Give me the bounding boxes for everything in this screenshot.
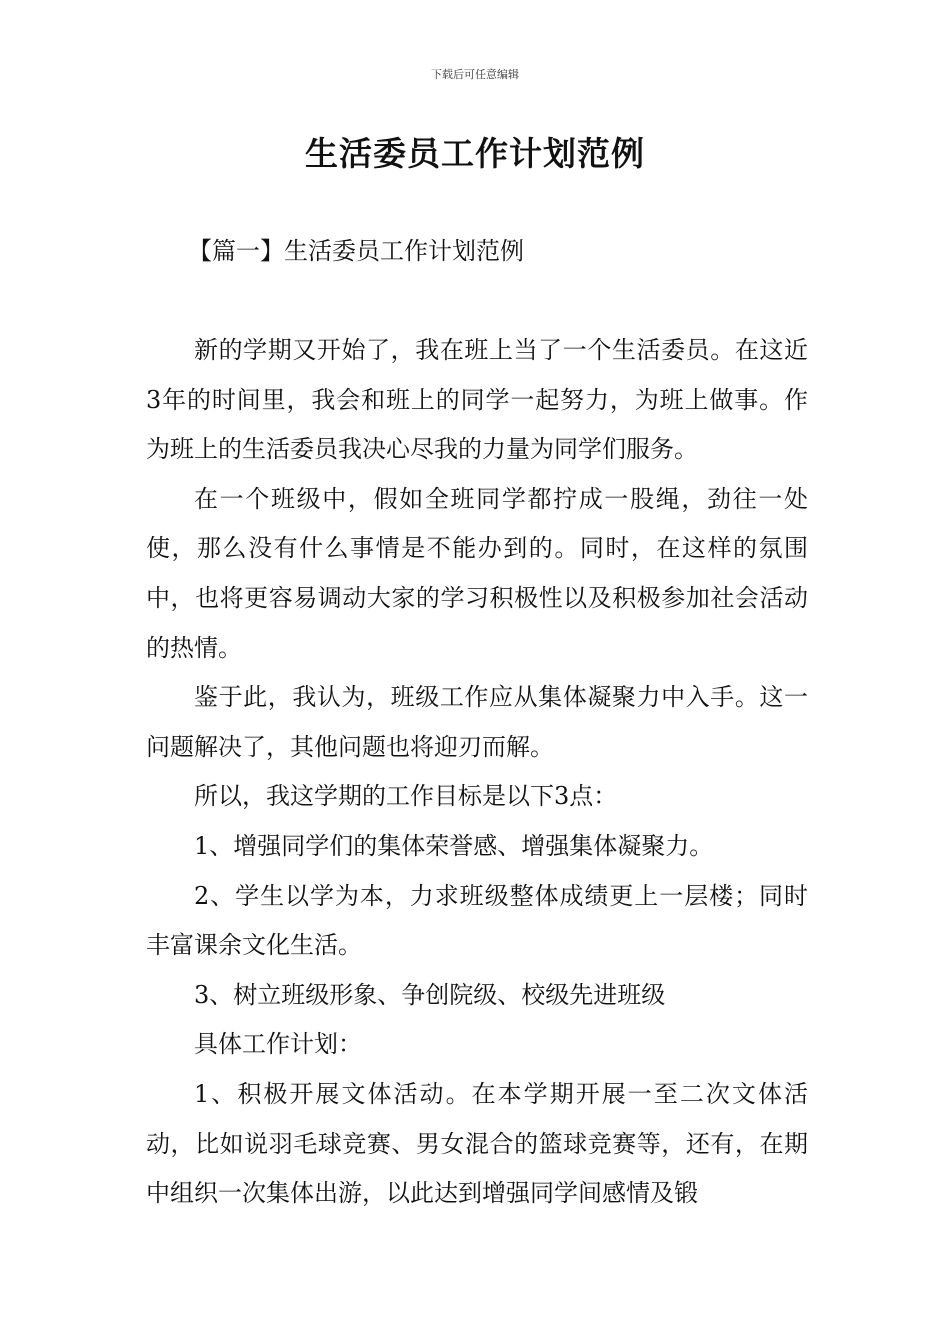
list-item: 3、树立班级形象、争创院级、校级先进班级 bbox=[194, 980, 666, 1009]
list-item: 1、积极开展文体活动。在本学期开展一至二次文体活动，比如说羽毛球竞赛、男女混合的篮球竞赛等，还有，在期中组织一次集体出游，以此达到增强同学间感情及锻 bbox=[146, 1079, 808, 1208]
section-heading: 【篇一】生活委员工作计划范例 bbox=[188, 237, 524, 265]
paragraph: 鉴于此，我认为，班级工作应从集体凝聚力中入手。这一问题解决了，其他问题也将迎刃而解。 bbox=[146, 683, 808, 761]
body-text bbox=[146, 326, 808, 1219]
paragraph: 新的学期又开始了，我在班上当了一个生活委员。在这近3年的时间里，我会和班上的同学一起努力，为班上做事。作为班上的生活委员我决心尽我的力量为同学们服务。 bbox=[146, 336, 808, 464]
paragraph: 在一个班级中，假如全班同学都拧成一股绳，劲往一处使，那么没有什么事情是不能办到的。同时，在这样的氛围中，也将更容易调动大家的学习积极性以及积极参加社会活动的热情。 bbox=[146, 484, 808, 662]
paragraph: 具体工作计划： bbox=[194, 1030, 362, 1059]
list-item: 2、学生以学为本，力求班级整体成绩更上一层楼；同时丰富课余文化生活。 bbox=[146, 881, 808, 960]
document-title: 生活委员工作计划范例 bbox=[305, 134, 645, 173]
list-item: 1、增强同学们的集体荣誉感、增强集体凝聚力。 bbox=[194, 831, 714, 860]
header-note: 下载后可任意编辑 bbox=[431, 68, 519, 81]
paragraph: 所以，我这学期的工作目标是以下3点： bbox=[194, 782, 618, 811]
